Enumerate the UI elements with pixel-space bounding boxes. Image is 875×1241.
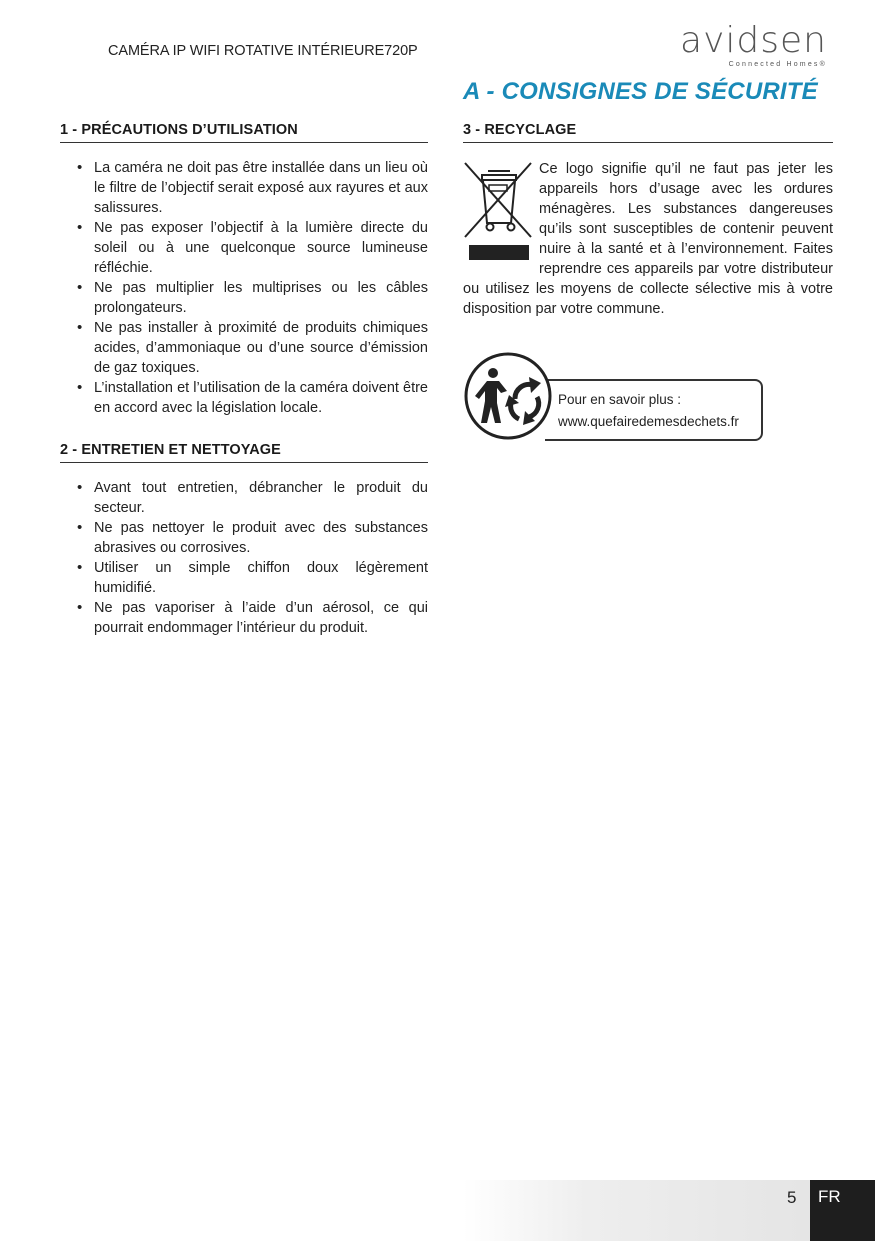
brand-name: avidsen [680,20,827,61]
section-banner-title: A - CONSIGNES DE SÉCURITÉ [463,78,818,105]
recycling-section [463,122,833,441]
info-url: www.quefairedemesdechets.fr [558,414,739,429]
precautions-section [60,122,428,418]
page-number: 5 [787,1188,797,1207]
brand-tagline: Connected Homes® [728,61,827,68]
recycling-paragraph: Ce logo signifie qu’il ne faut pas jeter les appareils hors d’usage avec les ordures ménagères. Les substances dangereuses qu’ils sont susceptibles de contenir peuvent nuire à la santé et à l’environnement. Faites reprendre ces appareils par votre distributeur ou utilisez les moyens de collecte sélective mis à votre disposition par votre commune. [463,161,833,317]
list-item: • Avant tout entretien, débrancher le produit du secteur. [60,478,428,518]
triman-recycling-icon [463,351,553,441]
language-label: FR [818,1187,841,1206]
list-item: • Ne pas exposer l’objectif à la lumière directe du soleil ou à une quelconque source lumineuse réfléchie. [60,218,428,278]
info-box [545,379,763,441]
product-title: CAMÉRA IP WIFI ROTATIVE INTÉRIEURE720P [108,43,418,59]
list-item: • Utiliser un simple chiffon doux légèrement humidifié. [60,558,428,598]
maintenance-list [60,478,428,638]
triman-info [463,351,833,441]
info-label: Pour en savoir plus : [558,392,682,407]
recycling-body [463,159,833,319]
list-item: • Ne pas installer à proximité de produits chimiques acides, d’ammoniaque ou d’une source d’émission de gaz toxiques. [60,318,428,378]
brand-logo [680,22,827,68]
list-item: • Ne pas vaporiser à l’aide d’un aérosol, ce qui pourrait endommager l’intérieur du produit. [60,598,428,638]
precautions-list [60,158,428,418]
precautions-heading: 1 - PRÉCAUTIONS D’UTILISATION [60,122,428,143]
recycling-heading: 3 - RECYCLAGE [463,122,833,143]
list-item: • L’installation et l’utilisation de la caméra doivent être en accord avec la législation locale. [60,378,428,418]
list-item: • Ne pas nettoyer le produit avec des substances abrasives ou corrosives. [60,518,428,558]
list-item: • Ne pas multiplier les multiprises ou les câbles prolongateurs. [60,278,428,318]
maintenance-heading: 2 - ENTRETIEN ET NETTOYAGE [60,442,428,463]
maintenance-section [60,442,428,638]
list-item: • La caméra ne doit pas être installée dans un lieu où le filtre de l’objectif serait exposé aux rayures et aux salissures. [60,158,428,218]
crossed-out-wheelie-bin-icon [463,161,533,263]
